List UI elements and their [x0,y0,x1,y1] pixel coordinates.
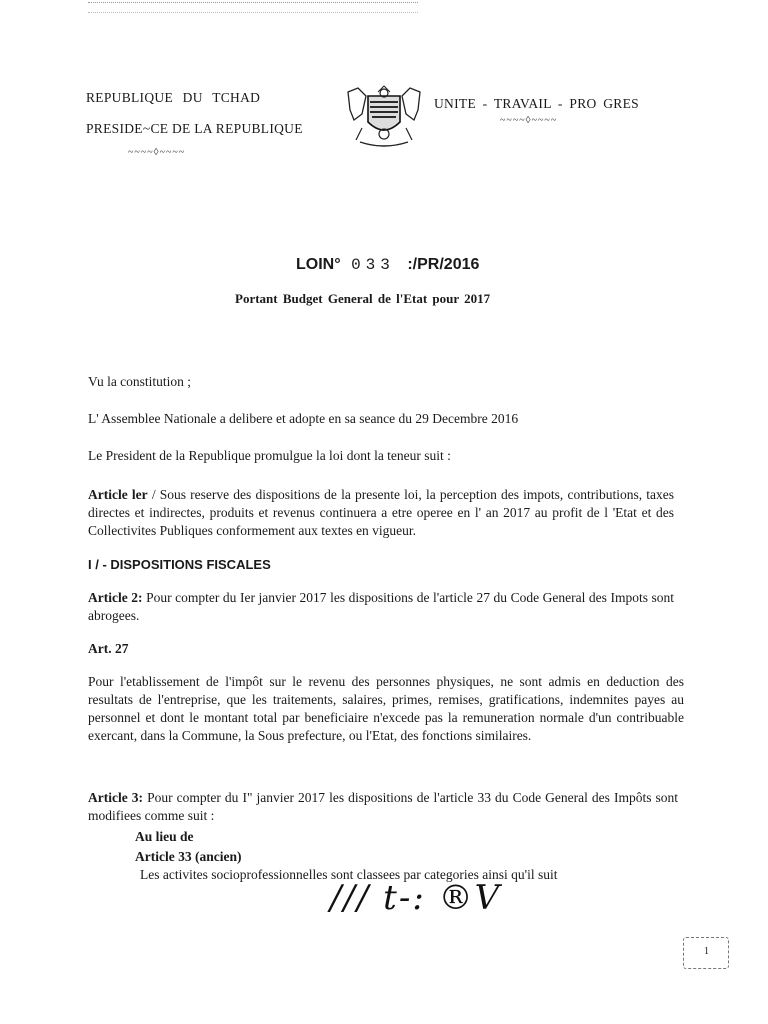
article-33-text: Les activites socioprofessionnelles sont classees par categories ainsi qu'il suit [140,867,558,882]
article-1-text: / Sous reserve des dispositions de la presente loi, la perception des impots, contributions, taxes directes et indirectes, produits et revenus continuera a etre operee en l' an 2017 au profit de l 'Etat et des Collectivites Publiques conformement aux textes en vigueur. [88,487,674,538]
page-number-box [683,937,729,969]
article-27-heading: Art. 27 [88,641,129,656]
left-ornament: ~~~~◊~~~~ [128,147,186,158]
presidency-name: PRESIDE~CE DE LA REPUBLIQUE [86,121,303,136]
article-3-text: Pour compter du I" janvier 2017 les dispositions de l'article 33 du Code General des Impôts sont modifiees comme suit : [88,790,679,823]
law-subtitle: Portant Budget General de l'Etat pour 2017 [235,291,491,306]
article-2 [88,589,674,625]
law-prefix: LOIN° [296,256,341,273]
article-2-label: Article 2: [88,590,143,605]
au-lieu-de: Au lieu de [135,829,194,844]
article-33-heading: Article 33 (ancien) [135,849,242,864]
republic-name: REPUBLIQUE DU TCHAD [86,90,261,105]
page-number: 1 [704,946,709,957]
article-1-label: Article ler [88,487,148,502]
coat-of-arms-emblem [344,84,424,150]
article-3-label: Article 3: [88,790,144,805]
law-suffix: :/PR/2016 [407,256,480,273]
law-title [296,256,479,274]
law-number: 033 [351,256,395,274]
scan-edge-artifact [88,2,418,13]
preamble-promulgation: Le President de la Republique promulgue la loi dont la teneur suit : [88,448,451,463]
national-motto: UNITE - TRAVAIL - PRO GRES [434,96,639,111]
article-27-text: Pour l'etablissement de l'impôt sur le revenu des personnes physiques, ne sont admis en deduction des resultats de l'entreprise, que les traitements, salaires, primes, remises, gratifications, indemnites payes au personnel et dont le montant total par beneficiaire n'excede pas la remuneration normale d'un contribuable exercant, dans la Commune, la Sous prefecture, ou l'Etat, des fonctions similaires. [88,674,684,743]
article-3 [88,789,678,825]
article-1 [88,486,674,540]
article-2-text: Pour compter du Ier janvier 2017 les dispositions de l'article 27 du Code General des Impots sont abrogees. [88,590,675,623]
signature-marks: /// t-: ®V [330,878,502,918]
section-dispositions-fiscales: I / - DISPOSITIONS FISCALES [88,557,271,572]
preamble-assembly: L' Assemblee Nationale a delibere et adopte en sa seance du 29 Decembre 2016 [88,411,519,426]
right-ornament: ~~~~◊~~~~ [500,115,558,126]
preamble-constitution: Vu la constitution ; [88,374,192,389]
